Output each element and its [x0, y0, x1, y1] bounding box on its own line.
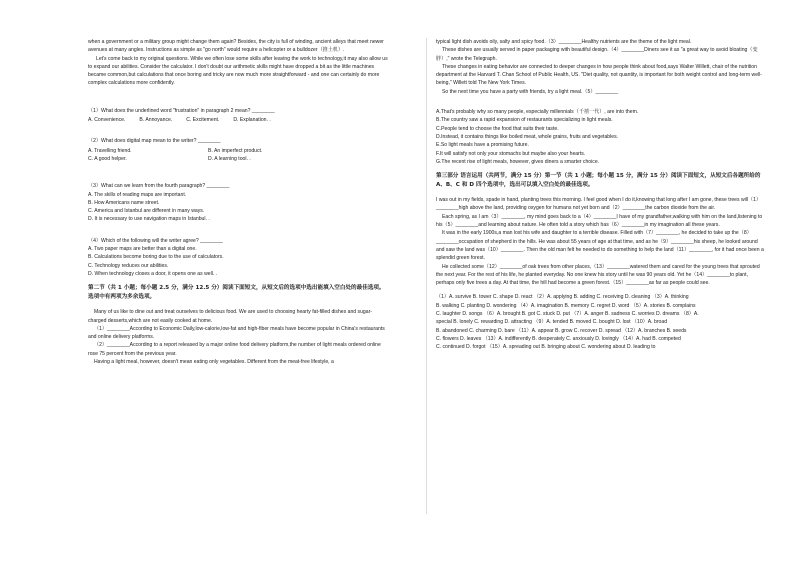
choice: B.The country saw a rapid expansion of restaurants specializing in light meals.: [436, 117, 613, 124]
option[interactable]: C. Technology reduces our abilities.: [88, 262, 169, 269]
answer-options: C. laughter D. songs （6）A. brought B. got C. stuck D. put （7）A. anger B. sadness C. worries D. dreams （8）A.: [436, 311, 699, 318]
choice: D.Instead, it contains things like boiled meat, whole grains, fruits and vegetables.: [436, 133, 619, 140]
option[interactable]: B. How Americans name street.: [88, 199, 160, 206]
answer-options: （1）A. survive B. tower C. shape D. react （2）A. applying B. adding C. receiving D. cleaning （3）A. thinking: [436, 294, 689, 301]
answer-options: C. flowers D. leaves （13）A. indifferently B. desperately C. anxiously D. lovingly （14）A. had B. competed: [436, 335, 681, 342]
paragraph: typical light dish avoids oily, salty and spicy food.（3）________Healthy nutrients are the theme of the light meal.: [436, 39, 692, 45]
question-3: （3）What can we learn from the fourth paragraph? ________: [88, 183, 230, 190]
option[interactable]: A. The skills of reading maps are important.: [88, 191, 187, 198]
answer-options: special B. lonely C. rewarding D. attracting （9）A. tended B. moved C. bought D. lost （10）A. broad: [436, 319, 668, 326]
section-title: 第三部分 语言运用（共两节，满分 15 分）第一节（共 1 小题；每小题 15 分，满分 15 分）阅读下面短文，从短文后各题所给的 A、B、C 和 D 四个选项中，选出可以填入空白处的最佳选项。: [436, 173, 761, 189]
answer-options: B. abandoned C. charming D. bare （11）A. appear B. grow C. recover D. spread （12）A. branches B. seeds: [436, 327, 687, 334]
paragraph: Let's come back to my original questions. While we often lose some skills after leaving the work to technology,it may also allow us to expand our abilities. Consider the calculator. I don't doubt our arithmetic skills might have dropped a bit as the little machines became common,but calculations that once boring and tricky are now much more straightforward - and one can certainly do more complex calculations more confidently.: [88, 55, 388, 87]
option[interactable]: C. Excitement.: [186, 117, 220, 124]
choice: C.People tend to choose the food that suits their taste.: [436, 125, 559, 132]
option[interactable]: B. An imperfect product.: [208, 147, 263, 154]
question-1: （1）What does the underlined word "frustration" in paragraph 2 mean? ________: [88, 107, 275, 114]
right-column: [436, 38, 766, 352]
paragraph: （1）________According to Economic Daily,low-calorie,low-fat and high-fiber meals have become popular in China's restaurants and online delivery platforms.: [88, 325, 385, 341]
question-2: （2）What does digital map mean to the writer? ________: [88, 138, 221, 145]
paragraph: These changes in eating behavior are connected to deeper changes in how people think about food,says Walter Willett, chair of the nutrition department at the Harvard T. Chan School of Public Health, US. "Diet quality, not quantity, is important for both weight control and long-term well-being," Willett told The New York Times.: [436, 63, 762, 87]
option[interactable]: B. Calculations become boring due to the use of calculators.: [88, 254, 224, 261]
option[interactable]: A. Travelling friend.: [88, 147, 132, 154]
choice: G.The recent rise of light meals, however, gives diners a smarter choice.: [436, 158, 600, 165]
paragraph: Many of us like to dine out and treat ourselves to delicious food. We are used to choosing hearty fat-filled dishes and sugar-charged desserts,which are not easily cooked at home.: [88, 309, 372, 324]
option[interactable]: A. Two paper maps are better than a digital one.: [88, 246, 197, 253]
section-title: 第二节（共 1 小题；每小题 2.5 分，满分 12.5 分）阅读下面短文，从短文后的选项中选出能填入空白处的最佳选项。选项中有两项为多余选项。: [88, 285, 385, 301]
paragraph: It was in the early 1900s,a man lost his wife and daughter to a terrible disease. Filled with（7）________, he decided to take up the（8）________occupation of shepherd in the hills. He was about 55 years of age at that time, and as he（9）________his sheep, he looked around and saw the land was（10）________. Then the old man felt he needed to do something to help the land（11）________, for it had once been a splendid green forest.: [436, 230, 764, 262]
paragraph: Having a light meal, however, doesn't mean eating only vegetables. Different from the meat-free lifestyle, a: [94, 359, 334, 366]
column-divider: [426, 38, 427, 514]
paragraph: These dishes are usually served in paper packaging with beautiful design.（4）________Diners see it as "a great way to avoid bloating（变胖）," wrote the Telegraph.: [436, 47, 758, 62]
paragraph: （2）________According to a report released by a major online food delivery platform,the number of light meals ordered online rose 75 percent from the previous year.: [88, 342, 381, 357]
option[interactable]: D. Explanation. .: [233, 117, 271, 124]
option[interactable]: B. Annoyance.: [139, 117, 173, 124]
question-4: （4）Which of the following will the writer agree? ________: [88, 237, 223, 244]
question-1-options: [88, 116, 388, 124]
choice: F.It will satisfy not only your stomachs but maybe also your hearts.: [436, 150, 586, 157]
option[interactable]: A. Convenience.: [88, 117, 126, 124]
paragraph: He collected some（12）________of oak trees from other places,（13）________watered them and cared for the young trees that sprouted the next year. For the rest of his life, he planted everyday. No one knew his story until he was 90 years old. Yet he（14）________to plant, perhaps only five trees a day. At that time, the hill had become a green forest.（15）________as far as people could see.: [436, 263, 760, 287]
option[interactable]: C. A good helper.: [88, 155, 127, 162]
paragraph: when a government or a military group might change them again? Besides, the city is full of winding, ancient alleys that meet newer avenues at many angles. Instructions as simple as "go north" would require a helicopter or a bulldozer（推土机）.: [88, 39, 384, 54]
option[interactable]: D. A learning tool. .: [208, 155, 251, 162]
paragraph: So the next time you have a party with friends, try a light meal.（5）________: [442, 88, 619, 95]
option[interactable]: D. When technology closes a door, it opens one as well. .: [88, 270, 218, 277]
left-column: [88, 38, 388, 366]
choice: E.So light meals have a promising future.: [436, 142, 529, 149]
paragraph: Each spring, as I am（3）________, my mind goes back to a（4）________I have of my grandfather,walking with him on the land,listening to his（5）________and learning about nature. He often told a story which has（6）________in my imagination all these years.: [436, 213, 763, 229]
option[interactable]: C. America and Istanbul are different in many ways.: [88, 208, 205, 215]
paragraph: I was out in my fields, spade in hand, planting trees this morning. I feel good when I do it,knowing that long after I am gone, these trees will（1）________high above the land, providing oxygen for humans not yet born and（2）________the carbon dioxide from the air.: [436, 197, 762, 212]
answer-options: C. continued D. forgot （15）A. spreading out B. bringing about C. wondering about D. leading to: [436, 344, 656, 351]
question-2-options: [88, 147, 388, 164]
choice: A.That's probably why so many people, especially millennials（千禧一代）, are into them.: [436, 109, 639, 116]
option[interactable]: D. It is necessary to use navigation maps in Istanbul. .: [88, 216, 210, 223]
answer-options: B. walking C. planting D. wondering （4）A. imagination B. memory C. regret D. word （5）A. stories B. complains: [436, 302, 696, 309]
